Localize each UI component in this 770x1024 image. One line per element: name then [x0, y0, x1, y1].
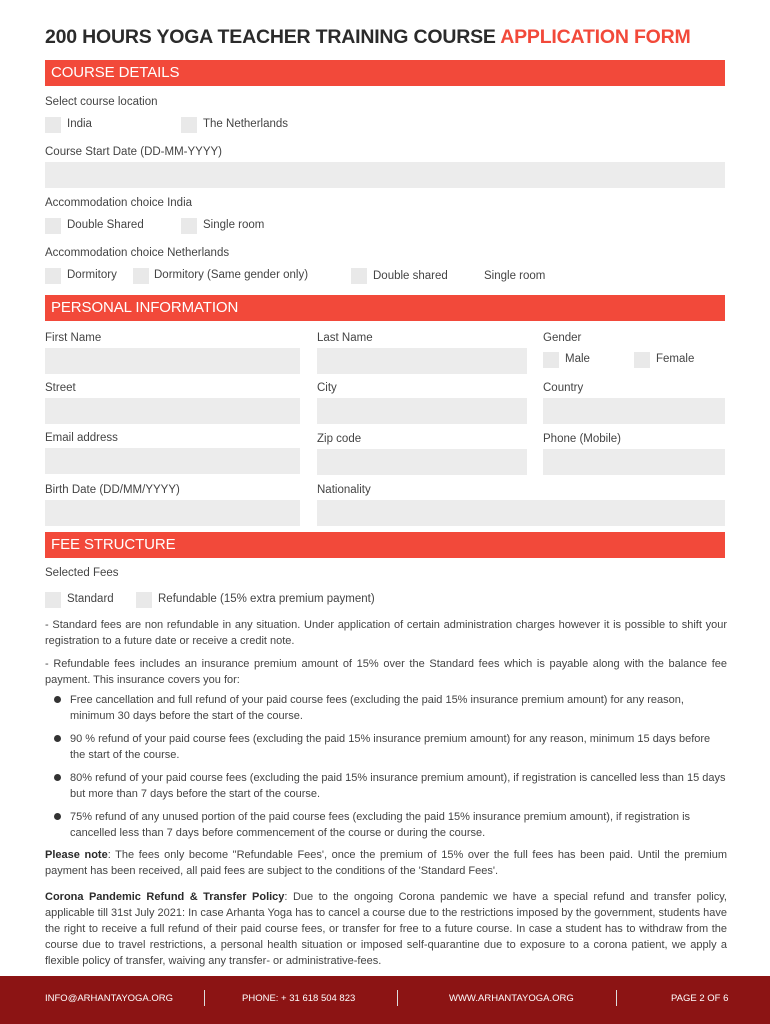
list-item: 90 % refund of your paid course fees (excluding the paid 15% insurance premium amount) for any reason, minimum 15 days before the start of the course. [54, 731, 728, 763]
selected-fees-label: Selected Fees [45, 567, 119, 579]
start-date-field[interactable] [45, 162, 725, 188]
double-shared-nl-checkbox[interactable] [351, 268, 367, 284]
footer-email[interactable]: INFO@ARHANTAYOGA.ORG [45, 993, 174, 1004]
fee-structure-heading: FEE STRUCTURE [45, 532, 725, 558]
double-shared-checkbox[interactable] [45, 218, 61, 234]
nationality-field[interactable] [317, 500, 725, 526]
dormitory-label: Dormitory [67, 269, 117, 281]
zip-label: Zip code [317, 433, 362, 445]
corona-policy-label: Corona Pandemic Refund & Transfer Policy [45, 891, 285, 903]
page-footer [0, 976, 770, 1024]
footer-website[interactable]: WWW.ARHANTAYOGA.ORG [449, 993, 574, 1004]
refund-bullet-list [54, 692, 728, 848]
bullet-icon [54, 696, 61, 703]
phone-field[interactable] [543, 449, 725, 475]
footer-phone: PHONE: + 31 618 504 823 [242, 993, 356, 1004]
bullet-icon [54, 813, 61, 820]
india-checkbox[interactable] [45, 117, 61, 133]
standard-fee-label: Standard [67, 593, 114, 605]
birth-date-label: Birth Date (DD/MM/YYYY) [45, 484, 180, 496]
first-name-label: First Name [45, 332, 102, 344]
double-shared-label: Double Shared [67, 219, 144, 231]
gender-label: Gender [543, 332, 582, 344]
nationality-label: Nationality [317, 484, 371, 496]
corona-policy-text: Corona Pandemic Refund & Transfer Policy: Due to the ongoing Corona pandemic we have a special refund and transfer policy, applicable till 31st July 2021: In case Arhanta Yoga has to cancel a course due to the restrictions imposed by the government, students have the right to receive a full refund of their paid course fees, or transfer for free to a future course. In case a student has to withdraw from the course due to travel restrictions, a personal health situation or imposed self-quarantine due to exposure to a corona patient, we apply a flexible policy of transfer, waiving any transfer- or administrative-fees. [45, 891, 727, 967]
last-name-label: Last Name [317, 332, 373, 344]
last-name-field[interactable] [317, 348, 527, 374]
phone-label: Phone (Mobile) [543, 433, 621, 445]
city-label: City [317, 382, 337, 394]
standard-fee-checkbox[interactable] [45, 592, 61, 608]
page-title [45, 26, 691, 49]
title-main: 200 HOURS YOGA TEACHER TRAINING COURSE [45, 26, 496, 48]
footer-divider [616, 990, 617, 1006]
title-accent: APPLICATION FORM [500, 26, 691, 48]
street-label: Street [45, 382, 76, 394]
accom-nl-label: Accommodation choice Netherlands [45, 247, 230, 259]
netherlands-option-label: The Netherlands [203, 118, 289, 130]
refundable-fee-text: - Refundable fees includes an insurance premium amount of 15% over the Standard fees which is payable along with the balance fee payment. This insurance covers you for: [45, 658, 727, 686]
location-label: Select course location [45, 96, 158, 108]
email-label: Email address [45, 432, 118, 444]
city-field[interactable] [317, 398, 527, 424]
accom-india-label: Accommodation choice India [45, 197, 193, 209]
standard-fee-text: - Standard fees are non refundable in any situation. Under application of certain administration charges however it is possible to shift your registration to a future date or receive a credit note. [45, 619, 727, 647]
male-label: Male [565, 353, 590, 365]
double-shared-nl-label: Double shared [373, 270, 448, 282]
country-field[interactable] [543, 398, 725, 424]
netherlands-checkbox[interactable] [181, 117, 197, 133]
refundable-fee-label: Refundable (15% extra premium payment) [158, 593, 375, 605]
country-label: Country [543, 382, 584, 394]
single-room-india-checkbox[interactable] [181, 218, 197, 234]
india-option-label: India [67, 118, 92, 130]
refundable-fee-checkbox[interactable] [136, 592, 152, 608]
dormitory-same-gender-label: Dormitory (Same gender only) [154, 269, 309, 281]
street-field[interactable] [45, 398, 300, 424]
single-room-nl-label: Single room [484, 270, 546, 282]
please-note-text: Please note: The fees only become "Refundable Fees', once the premium of 15% over the full fees has been paid. Until the premium payment has been received, all paid fees are subject to the conditions of the 'Standard Fees'. [45, 849, 728, 877]
list-item: 75% refund of any unused portion of the paid course fees (excluding the paid 15% insurance premium amount), if registration is cancelled less than 7 days before commencement of the course or during the course. [54, 809, 728, 841]
bullet-icon [54, 735, 61, 742]
list-item: Free cancellation and full refund of your paid course fees (excluding the paid 15% insurance premium amount) for any reason, minimum 30 days before the start of the course. [54, 692, 728, 724]
start-date-label: Course Start Date (DD-MM-YYYY) [45, 146, 223, 158]
list-item: 80% refund of your paid course fees (excluding the paid 15% insurance premium amount), if registration is cancelled less than 15 days but more than 7 days before the start of the course. [54, 770, 728, 802]
female-label: Female [656, 353, 695, 365]
male-checkbox[interactable] [543, 352, 559, 368]
course-details-heading: COURSE DETAILS [45, 60, 725, 86]
dormitory-checkbox[interactable] [45, 268, 61, 284]
first-name-field[interactable] [45, 348, 300, 374]
female-checkbox[interactable] [634, 352, 650, 368]
footer-divider [204, 990, 205, 1006]
zip-field[interactable] [317, 449, 527, 475]
footer-page-number: PAGE 2 OF 6 [671, 993, 729, 1004]
single-room-india-label: Single room [203, 219, 265, 231]
footer-divider [397, 990, 398, 1006]
personal-info-heading: PERSONAL INFORMATION [45, 295, 725, 321]
email-field[interactable] [45, 448, 300, 474]
dormitory-same-gender-checkbox[interactable] [133, 268, 149, 284]
please-note-label: Please note [45, 849, 108, 861]
bullet-icon [54, 774, 61, 781]
birth-date-field[interactable] [45, 500, 300, 526]
